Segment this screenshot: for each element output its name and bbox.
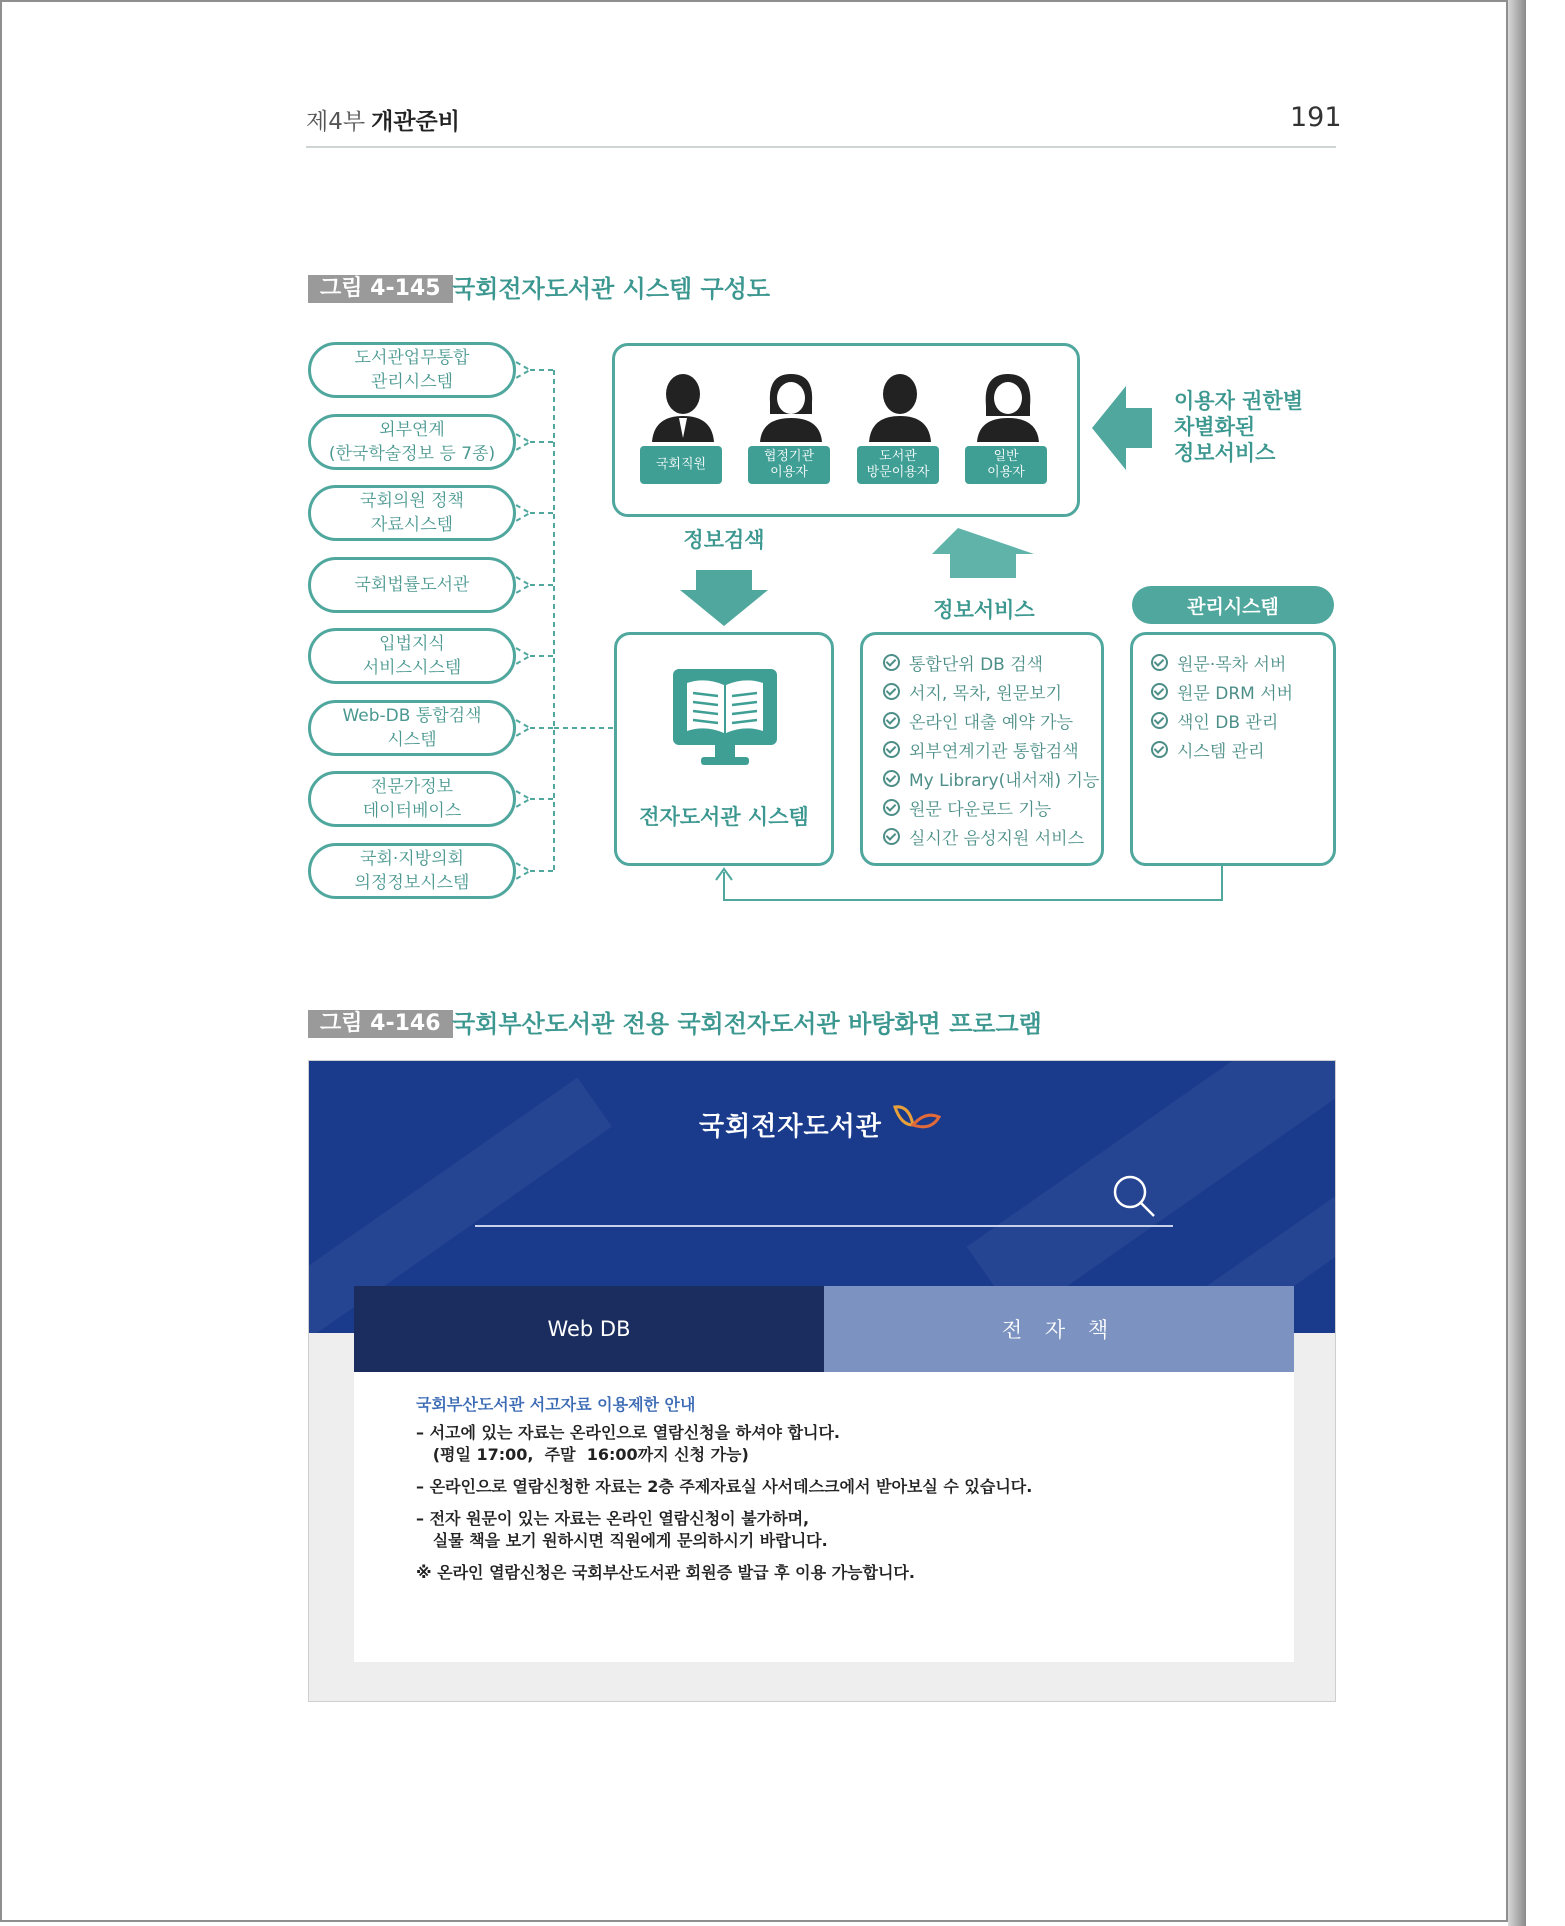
chapter-title: 개관준비 xyxy=(371,109,460,135)
system-pill: 국회법률도서관 xyxy=(308,557,516,613)
check-circle-icon xyxy=(1151,654,1168,671)
list-item: 실시간 음성지원 서비스 xyxy=(883,822,1099,851)
notice-line: ※ 온라인 열람신청은 국회부산도서관 회원증 발급 후 이용 가능합니다. xyxy=(416,1563,915,1582)
core-system-box xyxy=(614,632,834,866)
notice-line: 실물 책을 보기 원하시면 직원에게 문의하시기 바랍니다. xyxy=(416,1531,828,1550)
system-pill: Web-DB 통합검색 시스템 xyxy=(308,700,516,756)
info-search-label: 정보검색 xyxy=(683,528,765,552)
check-circle-icon xyxy=(883,770,900,787)
figure-title: 국회부산도서관 전용 국회전자도서관 바탕화면 프로그램 xyxy=(452,1010,1042,1038)
check-circle-icon xyxy=(883,712,900,729)
list-item: 서지, 목차, 원문보기 xyxy=(883,677,1099,706)
figure-title: 국회전자도서관 시스템 구성도 xyxy=(452,275,771,303)
notice-line: – 서고에 있는 자료는 온라인으로 열람신청을 하셔야 합니다. xyxy=(416,1423,841,1442)
system-pill: 전문가정보 데이터베이스 xyxy=(308,771,516,827)
list-item: 색인 DB 관리 xyxy=(1151,706,1293,735)
list-item: 원문·목차 서버 xyxy=(1151,648,1293,677)
system-pill: 외부연계 (한국학술정보 등 7종) xyxy=(308,414,516,470)
check-circle-icon xyxy=(883,654,900,671)
search-input[interactable] xyxy=(475,1225,1173,1227)
system-pill: 국회의원 정책 자료시스템 xyxy=(308,485,516,541)
list-item: 외부연계기관 통합검색 xyxy=(883,735,1099,764)
notice-line: (평일 17:00, 주말 16:00까지 신청 가능) xyxy=(416,1445,749,1464)
user-service-note: 이용자 권한별 차별화된 정보서비스 xyxy=(1174,389,1304,465)
brand-title: 국회전자도서관 xyxy=(699,1112,882,1142)
list-item: 시스템 관리 xyxy=(1151,735,1293,764)
part-label: 제4부 xyxy=(306,109,366,135)
check-circle-icon xyxy=(883,828,900,845)
tab-web-db[interactable]: Web DB xyxy=(354,1286,824,1372)
tab-ebook[interactable]: 전 자 책 xyxy=(824,1286,1294,1372)
check-circle-icon xyxy=(883,799,900,816)
desktop-program-screenshot xyxy=(308,1060,1336,1702)
notice-line: – 온라인으로 열람신청한 자료는 2층 주제자료실 사서데스크에서 받아보실 수 있습니다. xyxy=(416,1477,1033,1496)
mgmt-list xyxy=(1151,648,1293,764)
monitor-book-icon xyxy=(671,667,779,771)
role-badge: 협정기관 이용자 xyxy=(748,446,830,484)
notice-panel xyxy=(354,1372,1294,1662)
list-item: 원문 DRM 서버 xyxy=(1151,677,1293,706)
partner-user-icon xyxy=(756,372,826,448)
role-badge: 도서관 방문이용자 xyxy=(857,446,939,484)
staff-icon xyxy=(648,372,718,448)
mgmt-box xyxy=(1130,632,1336,866)
system-pill: 국회·지방의회 의정정보시스템 xyxy=(308,843,516,899)
search-icon[interactable] xyxy=(1111,1173,1157,1219)
butterfly-logo-icon xyxy=(891,1103,945,1137)
list-item: My Library(내서재) 기능 xyxy=(883,764,1099,793)
info-service-label: 정보서비스 xyxy=(933,598,1035,622)
services-box xyxy=(860,632,1104,866)
check-circle-icon xyxy=(1151,683,1168,700)
core-system-label: 전자도서관 시스템 xyxy=(639,805,809,829)
page-number: 191 xyxy=(1290,102,1342,133)
service-list xyxy=(883,648,1099,851)
role-badge: 일반 이용자 xyxy=(965,446,1047,484)
check-circle-icon xyxy=(1151,712,1168,729)
system-pill: 도서관업무통합 관리시스템 xyxy=(308,342,516,398)
figure-label: 그림 4-145 xyxy=(308,275,453,303)
notice-title: 국회부산도서관 서고자료 이용제한 안내 xyxy=(416,1395,696,1414)
check-circle-icon xyxy=(883,683,900,700)
list-item: 통합단위 DB 검색 xyxy=(883,648,1099,677)
list-item: 온라인 대출 예약 가능 xyxy=(883,706,1099,735)
notice-line: – 전자 원문이 있는 자료는 온라인 열람신청이 불가하며, xyxy=(416,1509,810,1528)
check-circle-icon xyxy=(1151,741,1168,758)
role-badge: 국회직원 xyxy=(640,446,722,484)
check-circle-icon xyxy=(883,741,900,758)
visitor-icon xyxy=(865,372,935,448)
mgmt-system-badge: 관리시스템 xyxy=(1132,586,1334,624)
figure-label: 그림 4-146 xyxy=(308,1010,453,1038)
list-item: 원문 다운로드 기능 xyxy=(883,793,1099,822)
general-user-icon xyxy=(973,372,1043,448)
system-pill: 입법지식 서비스시스템 xyxy=(308,628,516,684)
